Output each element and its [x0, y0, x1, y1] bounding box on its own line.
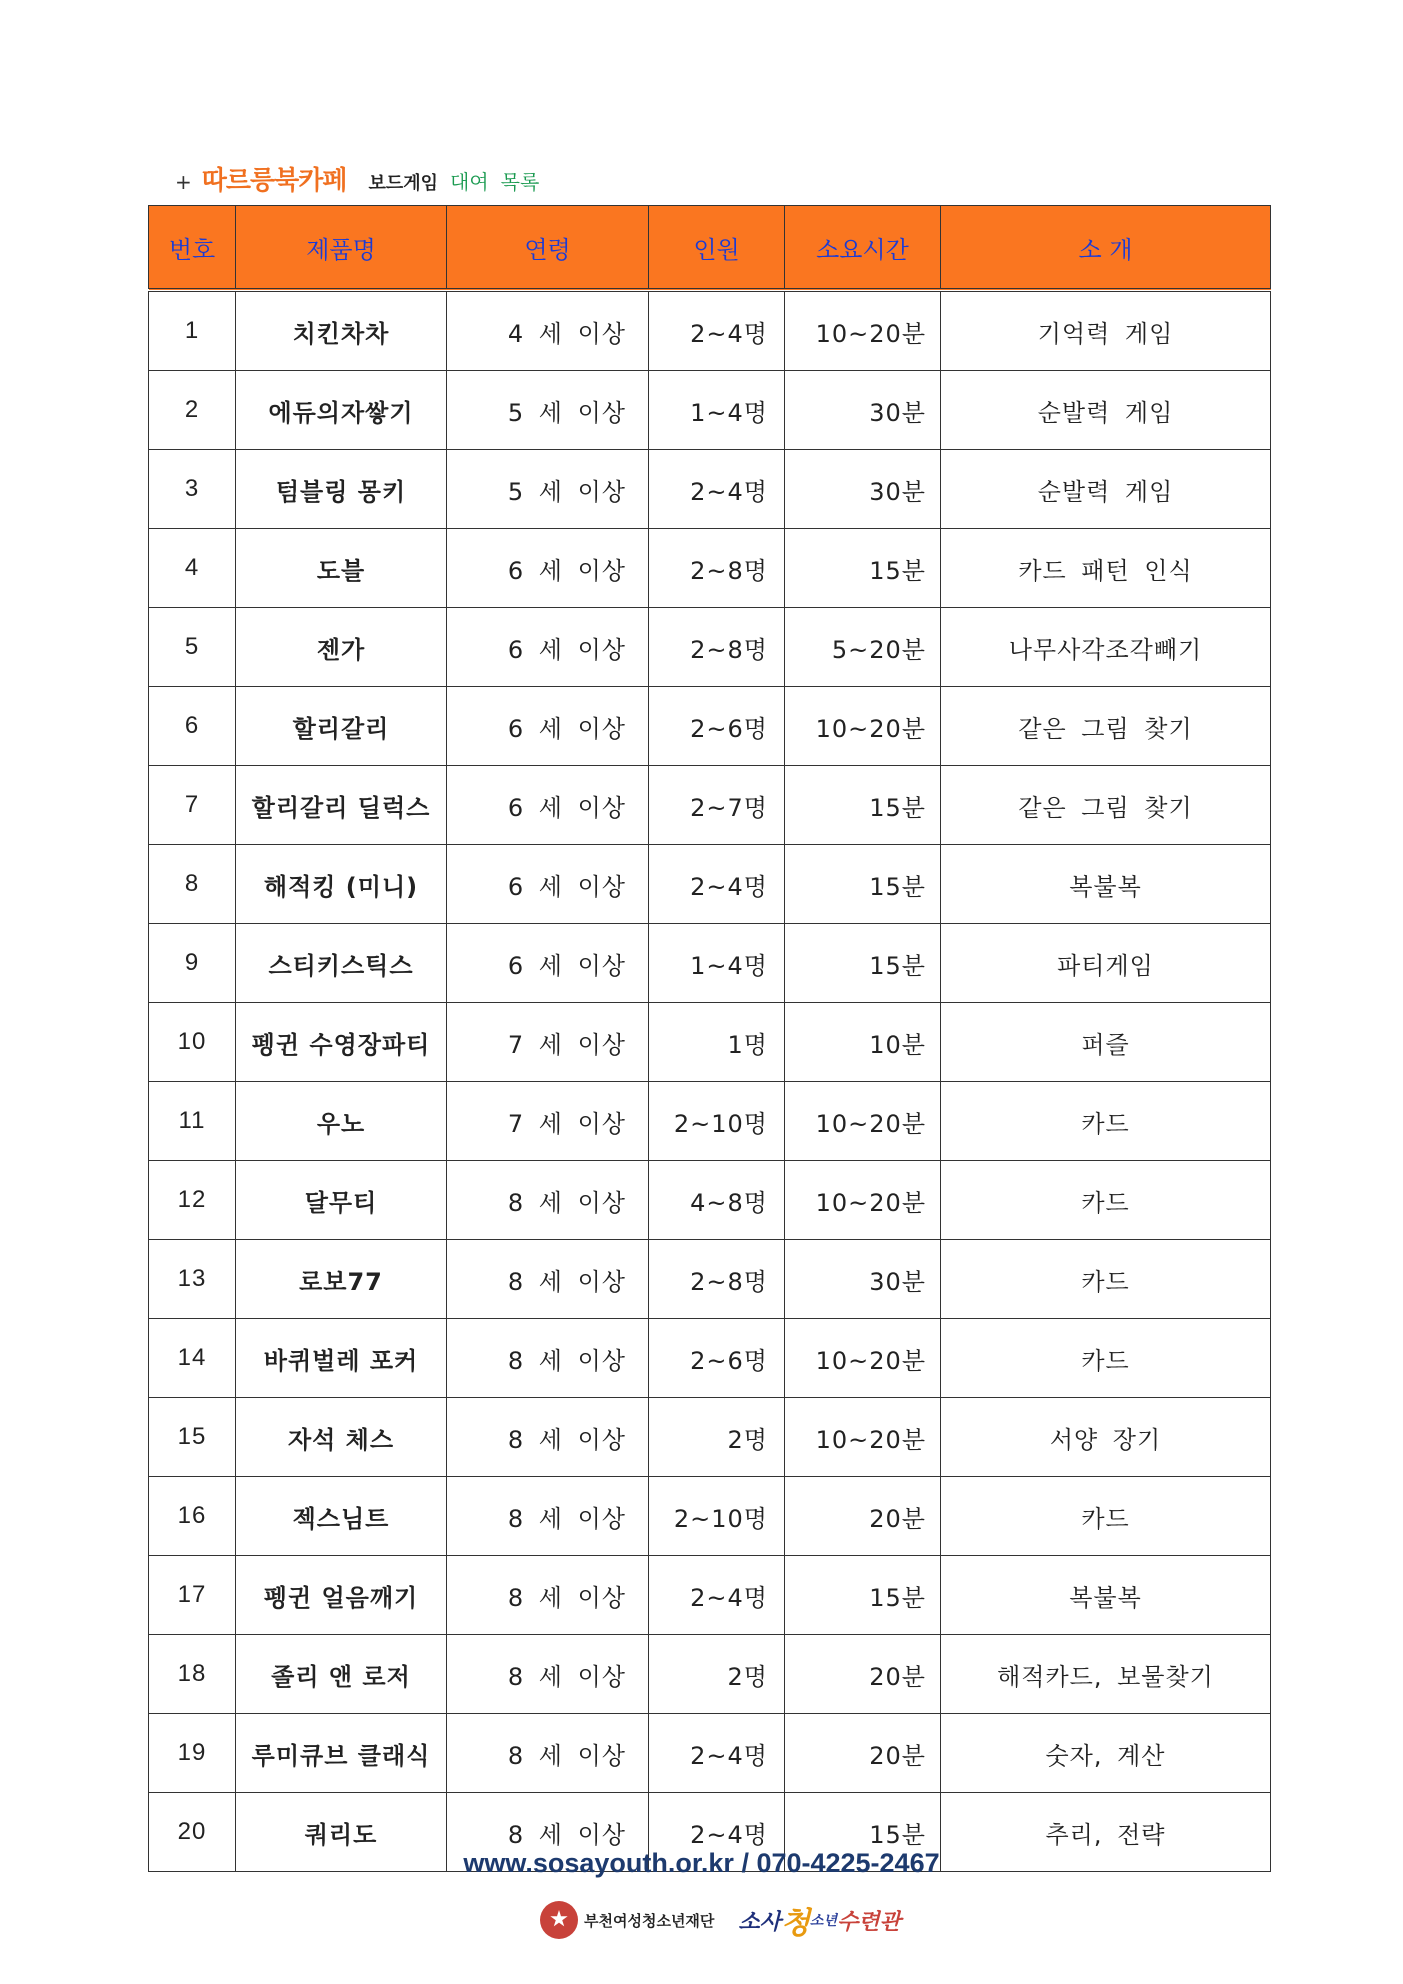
table-row — [149, 1477, 1271, 1556]
cell-players: 2~6명 — [649, 1319, 785, 1398]
cell-players: 2~10명 — [649, 1082, 785, 1161]
cell-age: 5 세 이상 — [447, 371, 649, 450]
cell-number: 18 — [149, 1635, 236, 1714]
cell-play-time: 20분 — [785, 1635, 941, 1714]
cell-age: 8 세 이상 — [447, 1477, 649, 1556]
cell-product-name: 젝스님트 — [236, 1477, 447, 1556]
cell-players: 2~6명 — [649, 687, 785, 766]
cell-play-time: 10~20분 — [785, 1319, 941, 1398]
cell-age: 7 세 이상 — [447, 1003, 649, 1082]
cell-players: 4~8명 — [649, 1161, 785, 1240]
cell-players: 2~7명 — [649, 766, 785, 845]
logo-part-suryeongwan: 수련관 — [836, 1909, 901, 1935]
cell-product-name: 달무티 — [236, 1161, 447, 1240]
table-header-row — [149, 206, 1271, 291]
logo-part-sosa: 소사 — [738, 1909, 781, 1935]
cell-number: 2 — [149, 371, 236, 450]
table-row — [149, 845, 1271, 924]
heading-boardgame: 보드게임 — [368, 173, 439, 194]
cell-age: 4 세 이상 — [447, 290, 649, 371]
cell-number: 11 — [149, 1082, 236, 1161]
cell-play-time: 10~20분 — [785, 1082, 941, 1161]
cell-description: 같은 그림 찾기 — [941, 687, 1271, 766]
cell-description: 카드 — [941, 1161, 1271, 1240]
cell-age: 8 세 이상 — [447, 1793, 649, 1872]
cell-players: 2명 — [649, 1398, 785, 1477]
cell-players: 2~4명 — [649, 845, 785, 924]
cell-description: 기억력 게임 — [941, 290, 1271, 371]
cell-product-name: 에듀의자쌓기 — [236, 371, 447, 450]
cell-age: 6 세 이상 — [447, 766, 649, 845]
cell-number: 1 — [149, 290, 236, 371]
cell-number: 9 — [149, 924, 236, 1003]
boardgame-table — [148, 205, 1271, 1872]
cell-number: 13 — [149, 1240, 236, 1319]
cell-age: 8 세 이상 — [447, 1714, 649, 1793]
cell-number: 8 — [149, 845, 236, 924]
cell-age: 8 세 이상 — [447, 1556, 649, 1635]
table-row — [149, 1714, 1271, 1793]
cell-product-name: 바퀴벌레 포커 — [236, 1319, 447, 1398]
cell-description: 서양 장기 — [941, 1398, 1271, 1477]
cafe-name: 따르릉북카페 — [201, 166, 347, 196]
cell-product-name: 졸리 앤 로저 — [236, 1635, 447, 1714]
cell-product-name: 텀블링 몽키 — [236, 450, 447, 529]
header-play-time: 소요시간 — [785, 206, 941, 291]
cell-number: 17 — [149, 1556, 236, 1635]
cell-number: 19 — [149, 1714, 236, 1793]
cell-players: 2~4명 — [649, 450, 785, 529]
cell-number: 3 — [149, 450, 236, 529]
cell-age: 8 세 이상 — [447, 1635, 649, 1714]
cell-play-time: 5~20분 — [785, 608, 941, 687]
page-heading — [175, 160, 539, 194]
cell-product-name: 자석 체스 — [236, 1398, 447, 1477]
foundation-logo — [540, 1901, 714, 1939]
table-row — [149, 1635, 1271, 1714]
cell-play-time: 30분 — [785, 450, 941, 529]
table-row — [149, 1319, 1271, 1398]
table-row — [149, 687, 1271, 766]
cell-players: 1명 — [649, 1003, 785, 1082]
table-row — [149, 924, 1271, 1003]
cell-product-name: 젠가 — [236, 608, 447, 687]
cell-description: 퍼즐 — [941, 1003, 1271, 1082]
footer-contact: www.sosayouth.or.kr / 070-4225-2467 — [463, 1848, 940, 1878]
table-row — [149, 1240, 1271, 1319]
cell-players: 2~4명 — [649, 1714, 785, 1793]
cell-play-time: 10~20분 — [785, 1398, 941, 1477]
cell-players: 2~4명 — [649, 1556, 785, 1635]
cell-number: 5 — [149, 608, 236, 687]
table-row — [149, 608, 1271, 687]
cell-age: 8 세 이상 — [447, 1319, 649, 1398]
cell-play-time: 10~20분 — [785, 687, 941, 766]
table-row — [149, 450, 1271, 529]
cell-description: 나무사각조각빼기 — [941, 608, 1271, 687]
cell-age: 6 세 이상 — [447, 924, 649, 1003]
cell-players: 2~8명 — [649, 608, 785, 687]
table-row — [149, 766, 1271, 845]
foundation-emblem-icon — [540, 1901, 578, 1939]
cell-number: 7 — [149, 766, 236, 845]
cell-age: 6 세 이상 — [447, 845, 649, 924]
plus-mark: + — [175, 170, 192, 194]
cell-product-name: 치킨차차 — [236, 290, 447, 371]
cell-players: 1~4명 — [649, 371, 785, 450]
cell-age: 7 세 이상 — [447, 1082, 649, 1161]
cell-number: 6 — [149, 687, 236, 766]
table-row — [149, 290, 1271, 371]
header-number: 번호 — [149, 206, 236, 291]
cell-play-time: 10~20분 — [785, 1161, 941, 1240]
table-row — [149, 1556, 1271, 1635]
cell-play-time: 20분 — [785, 1714, 941, 1793]
cell-play-time: 20분 — [785, 1477, 941, 1556]
cell-players: 2~8명 — [649, 1240, 785, 1319]
table-body — [149, 290, 1271, 1872]
table-row — [149, 529, 1271, 608]
header-age: 연령 — [447, 206, 649, 291]
table-row — [149, 371, 1271, 450]
header-product-name: 제품명 — [236, 206, 447, 291]
cell-product-name: 스티키스틱스 — [236, 924, 447, 1003]
cell-players: 2명 — [649, 1635, 785, 1714]
cell-play-time: 15분 — [785, 1556, 941, 1635]
youth-center-logo — [738, 1898, 900, 1942]
table-row — [149, 1003, 1271, 1082]
cell-product-name: 도블 — [236, 529, 447, 608]
cell-description: 순발력 게임 — [941, 450, 1271, 529]
cell-play-time: 15분 — [785, 924, 941, 1003]
cell-description: 카드 — [941, 1319, 1271, 1398]
cell-age: 6 세 이상 — [447, 687, 649, 766]
cell-age: 6 세 이상 — [447, 608, 649, 687]
cell-players: 2~4명 — [649, 290, 785, 371]
cell-description: 복불복 — [941, 1556, 1271, 1635]
heading-list: 목록 — [500, 170, 540, 194]
cell-number: 16 — [149, 1477, 236, 1556]
cell-description: 추리, 전략 — [941, 1793, 1271, 1872]
cell-players: 2~4명 — [649, 1793, 785, 1872]
cell-description: 순발력 게임 — [941, 371, 1271, 450]
cell-age: 8 세 이상 — [447, 1398, 649, 1477]
cell-number: 15 — [149, 1398, 236, 1477]
cell-number: 4 — [149, 529, 236, 608]
header-players: 인원 — [649, 206, 785, 291]
cell-product-name: 할리갈리 — [236, 687, 447, 766]
cell-description: 카드 — [941, 1082, 1271, 1161]
cell-product-name: 쿼리도 — [236, 1793, 447, 1872]
cell-number: 14 — [149, 1319, 236, 1398]
cell-description: 해적카드, 보물찾기 — [941, 1635, 1271, 1714]
header-description: 소 개 — [941, 206, 1271, 291]
cell-play-time: 30분 — [785, 1240, 941, 1319]
foundation-name: 부천여성청소년재단 — [584, 1911, 715, 1930]
cell-product-name: 해적킹 (미니) — [236, 845, 447, 924]
cell-number: 10 — [149, 1003, 236, 1082]
table-row — [149, 1398, 1271, 1477]
cell-product-name: 할리갈리 딜럭스 — [236, 766, 447, 845]
table-row — [149, 1161, 1271, 1240]
cell-play-time: 10분 — [785, 1003, 941, 1082]
footer-logos — [540, 1895, 901, 1945]
cell-product-name: 펭귄 얼음깨기 — [236, 1556, 447, 1635]
cell-play-time: 15분 — [785, 1793, 941, 1872]
cell-number: 20 — [149, 1793, 236, 1872]
cell-description: 카드 — [941, 1240, 1271, 1319]
cell-description: 같은 그림 찾기 — [941, 766, 1271, 845]
cell-product-name: 루미큐브 클래식 — [236, 1714, 447, 1793]
heading-rental: 대여 — [450, 170, 489, 194]
cell-play-time: 10~20분 — [785, 290, 941, 371]
cell-description: 파티게임 — [941, 924, 1271, 1003]
cell-number: 12 — [149, 1161, 236, 1240]
cell-product-name: 펭귄 수영장파티 — [236, 1003, 447, 1082]
cell-players: 2~8명 — [649, 529, 785, 608]
cell-product-name: 로보77 — [236, 1240, 447, 1319]
cell-play-time: 15분 — [785, 845, 941, 924]
cell-play-time: 15분 — [785, 529, 941, 608]
cell-age: 8 세 이상 — [447, 1240, 649, 1319]
cell-product-name: 우노 — [236, 1082, 447, 1161]
cell-play-time: 30분 — [785, 371, 941, 450]
logo-part-sonyeon: 소년 — [809, 1913, 837, 1929]
cell-play-time: 15분 — [785, 766, 941, 845]
cell-players: 2~10명 — [649, 1477, 785, 1556]
cell-age: 8 세 이상 — [447, 1161, 649, 1240]
table-row — [149, 1082, 1271, 1161]
cell-description: 숫자, 계산 — [941, 1714, 1271, 1793]
cell-age: 6 세 이상 — [447, 529, 649, 608]
cell-description: 카드 — [941, 1477, 1271, 1556]
cell-players: 1~4명 — [649, 924, 785, 1003]
cell-description: 카드 패턴 인식 — [941, 529, 1271, 608]
cell-description: 복불복 — [941, 845, 1271, 924]
logo-part-cheong: 청 — [780, 1906, 810, 1941]
cell-age: 5 세 이상 — [447, 450, 649, 529]
